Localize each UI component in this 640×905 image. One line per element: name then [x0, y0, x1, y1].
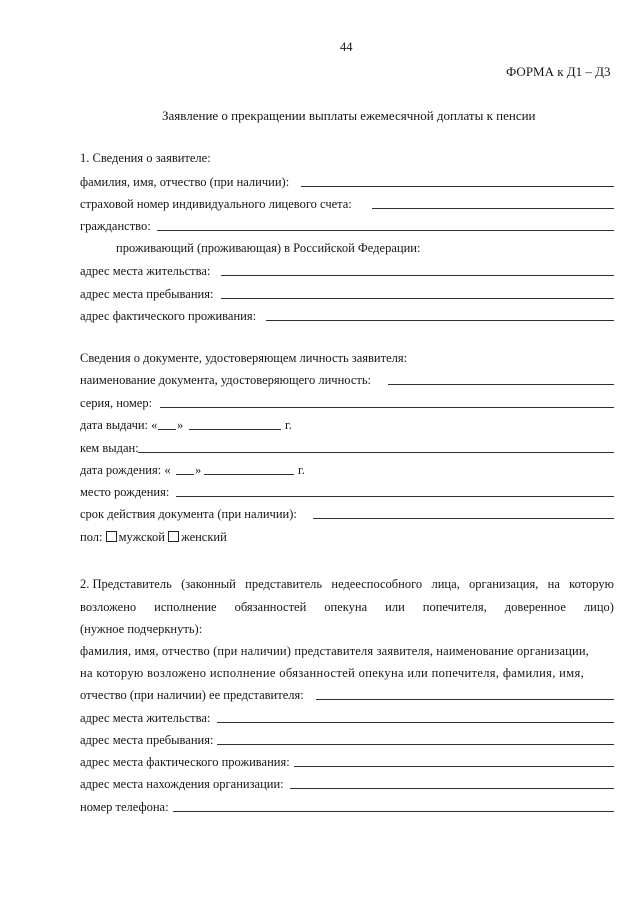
series-number-label: серия, номер: [80, 396, 153, 410]
citizenship-field[interactable] [157, 230, 614, 231]
section1-heading: 1. Сведения о заявителе: [80, 151, 211, 165]
rep-residence-label: адрес места жительства: [80, 711, 211, 725]
s2-word: доверенное [504, 600, 566, 614]
birth-place-label: место рождения: [80, 485, 170, 499]
issue-year-suffix: г. [285, 418, 292, 432]
section2-heading [80, 577, 614, 592]
s2-word: исполнение [154, 600, 217, 614]
residence-address-label: адрес места жительства: [80, 264, 211, 278]
birth-date-label: дата рождения: « [80, 463, 171, 477]
underline-note: (нужное подчеркнуть): [80, 622, 203, 636]
page-number: 44 [340, 40, 353, 54]
actual-address-label: адрес фактического проживания: [80, 309, 257, 323]
birth-date-quote: » [195, 463, 202, 477]
section2-line2 [80, 600, 614, 615]
male-checkbox[interactable] [106, 531, 117, 542]
birth-year-suffix: г. [298, 463, 305, 477]
id-doc-heading: Сведения о документе, удостоверяющем личность заявителя: [80, 351, 408, 365]
snils-label: страховой номер индивидуального лицевого счета: [80, 197, 352, 211]
rep-stay-label: адрес места пребывания: [80, 733, 214, 747]
org-address-field[interactable] [290, 788, 614, 789]
residing-label: проживающий (проживающая) в Российской Федерации: [116, 241, 421, 255]
stay-address-field[interactable] [221, 298, 614, 299]
male-label: мужской [118, 530, 165, 544]
stay-address-label: адрес места пребывания: [80, 287, 214, 301]
phone-label: номер телефона: [80, 800, 169, 814]
rep-fio-field[interactable] [316, 699, 614, 700]
snils-field[interactable] [372, 208, 614, 209]
phone-field[interactable] [173, 811, 614, 812]
s2-word: на [547, 577, 560, 591]
page-title: Заявление о прекращении выплаты ежемесячной доплаты к пенсии [162, 108, 536, 123]
s2-word: или [385, 600, 405, 614]
s2-word: организация, [469, 577, 539, 591]
s2-word: обязанностей [234, 600, 307, 614]
s2-word: (законный [181, 577, 236, 591]
fio-field[interactable] [301, 186, 614, 187]
s2-word: представитель [245, 577, 323, 591]
birth-month-year-field[interactable] [204, 474, 294, 475]
residence-address-field[interactable] [221, 275, 614, 276]
s2-word: недееспособного [331, 577, 423, 591]
rep-stay-field[interactable] [217, 744, 614, 745]
s2-word: возложено [80, 600, 137, 614]
rep-actual-field[interactable] [294, 766, 614, 767]
issued-by-label: кем выдан: [80, 441, 139, 455]
s2-word: 2. Представитель [80, 577, 172, 591]
birth-day-field[interactable] [176, 474, 194, 475]
female-label: женский [181, 530, 227, 544]
form-label: ФОРМА к Д1 – Д3 [506, 64, 611, 79]
rep-actual-label: адрес места фактического проживания: [80, 755, 290, 769]
issue-day-field[interactable] [158, 429, 176, 430]
issue-month-year-field[interactable] [189, 429, 281, 430]
issue-date-quote: » [177, 418, 184, 432]
issue-date-label: дата выдачи: « [80, 418, 158, 432]
citizenship-label: гражданство: [80, 219, 151, 233]
org-address-label: адрес места нахождения организации: [80, 777, 284, 791]
issued-by-field[interactable] [138, 452, 614, 453]
s2-word: опекуна [324, 600, 368, 614]
rep-fio-label-2: на которую возложено исполнение обязанностей опекуна или попечителя, фамилия, имя, [80, 666, 585, 680]
rep-fio-label-3: отчество (при наличии) ее представителя: [80, 688, 304, 702]
gender-row [80, 530, 227, 545]
validity-label: срок действия документа (при наличии): [80, 507, 297, 521]
gender-label: пол: [80, 530, 103, 544]
s2-word: которую [569, 577, 614, 591]
rep-fio-label-1: фамилия, имя, отчество (при наличии) представителя заявителя, наименование организации, [80, 644, 589, 658]
validity-field[interactable] [313, 518, 614, 519]
s2-word: попечителя, [422, 600, 487, 614]
actual-address-field[interactable] [266, 320, 614, 321]
doc-name-label: наименование документа, удостоверяющего личность: [80, 373, 372, 387]
rep-residence-field[interactable] [217, 722, 614, 723]
doc-name-field[interactable] [388, 384, 614, 385]
s2-word: лица, [431, 577, 460, 591]
birth-place-field[interactable] [176, 496, 614, 497]
series-number-field[interactable] [160, 407, 614, 408]
female-checkbox[interactable] [168, 531, 179, 542]
s2-word: лицо) [583, 600, 614, 614]
fio-label: фамилия, имя, отчество (при наличии): [80, 175, 290, 189]
